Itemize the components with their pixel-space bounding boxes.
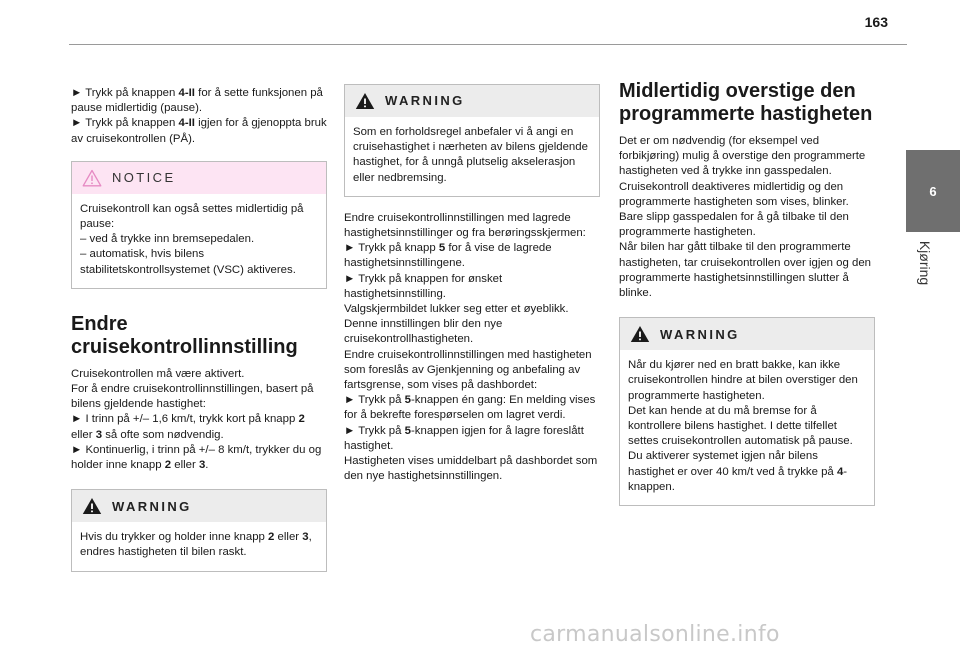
warning-header — [620, 318, 874, 350]
endre-body — [71, 367, 327, 473]
notice-box — [71, 161, 327, 289]
text-line: ► Trykk på 5-knappen igjen for å lagre foreslått hastighet. — [344, 424, 584, 452]
watermark: carmanualsonline.info — [530, 622, 780, 647]
warning-triangle-solid-icon — [82, 497, 102, 515]
text-line: ► Kontinuerlig, i trinn på +/– 8 km/t, trykker du og holder inne knapp 2 eller 3. — [71, 443, 322, 472]
text-line: Det kan hende at du må bremse for å kontrollere bilens hastighet. I dette tilfellet settes cruisekontrollen automatisk på pause. — [628, 404, 853, 448]
text-line: ► Trykk på knappen for ønsket hastighetsinnstilling. — [344, 272, 503, 300]
text-line: Hastigheten vises umiddelbart på dashbordet som den nye hastighetsinnstillingen. — [344, 455, 598, 483]
column-middle — [344, 86, 600, 484]
page-number: 163 — [864, 14, 888, 30]
text-line: Cruisekontroll kan også settes midlertidig på pause: — [80, 202, 304, 231]
warning-body — [620, 350, 874, 505]
text-line: Bare slipp gasspedalen for å gå tilbake til den programmerte hastigheten. — [619, 211, 849, 239]
text-line: Det er om nødvendig (for eksempel ved forbikjøring) mulig å overstige den programmerte hastigheten ved å trykke inn gasspedalen. — [619, 135, 866, 178]
text-line: ► I trinn på +/– 1,6 km/t, trykk kort på knapp 2 eller 3 så ofte som nødvendig. — [71, 413, 305, 441]
text-line: Denne innstillingen blir den nye cruisekontrollhastigheten. — [344, 318, 503, 346]
section-heading-midlertidig: Midlertidig overstige den programmerte hastigheten — [619, 80, 873, 125]
chapter-label: Kjøring — [917, 240, 934, 286]
column-right — [619, 80, 875, 506]
caution-triangle-outline-icon — [82, 169, 102, 187]
text-line: – ved å trykke inn bremsepedalen. — [80, 233, 255, 246]
warning-header — [72, 490, 326, 522]
notice-body — [72, 194, 326, 288]
top-rule — [69, 44, 907, 45]
text-line: – automatisk, hvis bilens stabilitetskontrollsystemet (VSC) aktiveres. — [80, 248, 296, 276]
notice-header — [72, 162, 326, 194]
text-line: ► Trykk på knapp 5 for å vise de lagrede hastighetsinnstillingene. — [344, 242, 552, 270]
warning-box-1 — [71, 489, 327, 571]
text-line: Når du kjører ned en bratt bakke, kan ikke cruisekontrollen hindre at bilen overstiger den programmerte hastigheten. — [628, 359, 858, 402]
notice-title: NOTICE — [112, 170, 176, 186]
warning-body: Som en forholdsregel anbefaler vi å angi en cruisehastighet i nærheten av bilens gjeldende hastighet, for å unngå plutselig akselerasjon eller nedbremsing. — [353, 126, 588, 184]
column-left — [71, 86, 327, 572]
text-line: Valgskjermbildet lukker seg etter et øyeblikk. — [344, 303, 569, 316]
text-line: For å endre cruisekontrollinnstillingen, basert på bilens gjeldende hastighet: — [71, 383, 314, 411]
text-line: Cruisekontroll deaktiveres midlertidig og den programmerte hastigheten som vises, blinker. — [619, 180, 849, 208]
midlertidig-body — [619, 134, 875, 301]
warning-box-3 — [619, 317, 875, 506]
text-line: Du aktiverer systemet igjen når bilens hastighet er over 40 km/t ved å trykke på 4-knappen. — [628, 450, 848, 493]
warning-box-2 — [344, 84, 600, 197]
section-heading-endre: Endre cruisekontrollinnstilling — [71, 312, 298, 358]
text-line: ► Trykk på knappen 4-II for å sette funksjonen på pause midlertidig (pause). — [71, 87, 323, 115]
text-line: ► Trykk på knappen 4-II igjen for å gjenoppta bruk av cruisekontrollen (PÅ). — [71, 117, 327, 145]
speed-settings-body — [344, 211, 600, 485]
warning-title: WARNING — [385, 93, 465, 109]
text-line: ► Trykk på 5-knappen én gang: En melding vises for å bekrefte forespørselen om lagret verdi. — [344, 394, 596, 422]
text-line: Hvis du trykker og holder inne knapp 2 eller 3, endres hastigheten til bilen raskt. — [80, 531, 312, 559]
warning-body — [72, 522, 326, 570]
warning-title: WARNING — [112, 498, 192, 514]
intro-text — [71, 86, 327, 147]
warning-header — [345, 85, 599, 117]
text-line: Cruisekontrollen må være aktivert. — [71, 367, 245, 380]
chapter-tab[interactable]: 6 — [906, 150, 960, 232]
text-line: Endre cruisekontrollinnstillingen med hastigheten som foreslås av Gjenkjenning og anbefaling av fartsgrense, som vises på dashbordet: — [344, 348, 592, 392]
text-line: Når bilen har gått tilbake til den programmerte hastigheten, tar cruisekontrollen over igjen og den programmerte hastighetsinnstillingen slutter å blinke. — [619, 241, 872, 300]
warning-title: WARNING — [660, 326, 740, 342]
warning-triangle-solid-icon — [355, 92, 375, 110]
text-line: Endre cruisekontrollinnstillingen med lagrede hastighetsinnstillinger og fra berøringsskjermen: — [344, 211, 586, 240]
warning-triangle-solid-icon — [630, 325, 650, 343]
